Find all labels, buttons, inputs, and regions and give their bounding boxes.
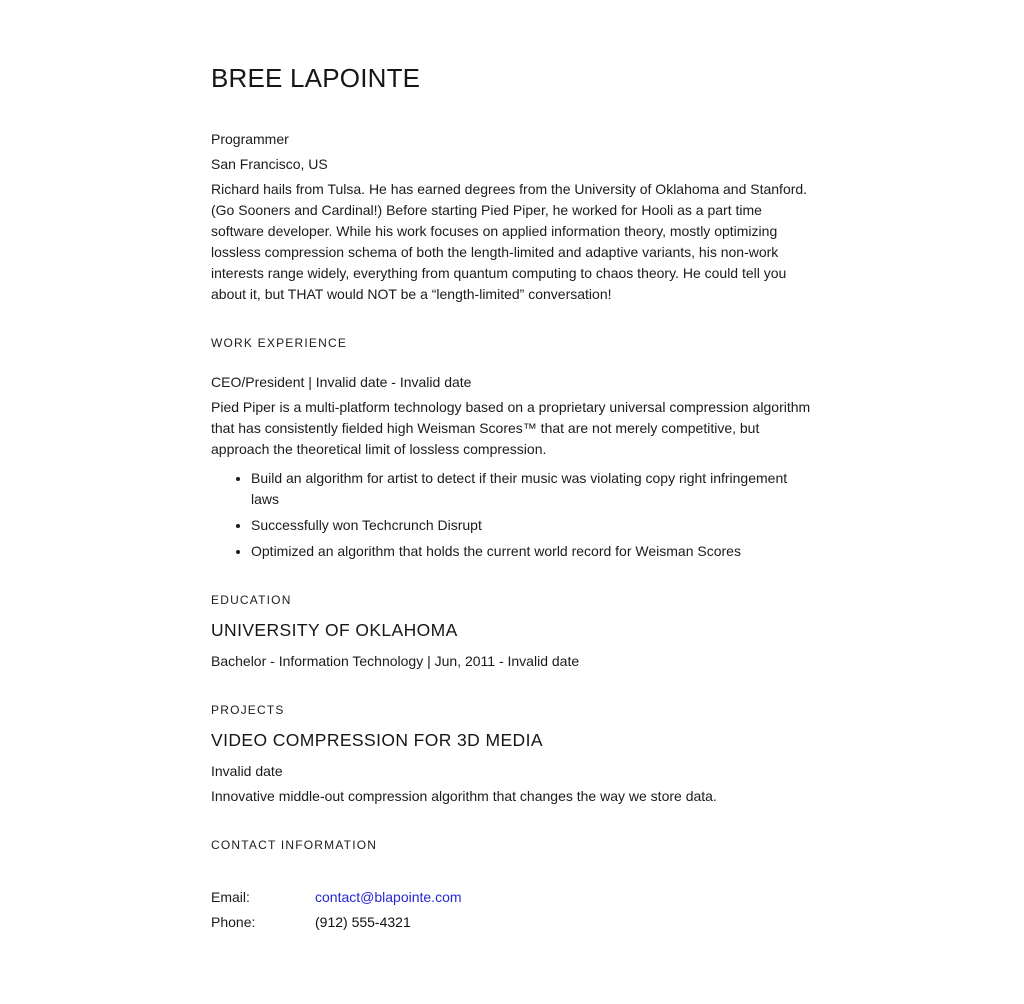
section-header-work-experience: WORK EXPERIENCE bbox=[211, 336, 348, 350]
section-header-contact-information: CONTACT INFORMATION bbox=[211, 838, 378, 852]
phone-value: (912) 555-4321 bbox=[315, 914, 411, 930]
section-header-projects: PROJECTS bbox=[211, 703, 285, 717]
project-description: Innovative middle-out compression algorithm that changes the way we store data. bbox=[211, 788, 717, 804]
work-description: Pied Piper is a multi-platform technology based on a proprietary universal compression algorithm that has consistently fielded high Weisman Scores™ that are not merely competitive, but approach the theoretical limit of lossless compression. bbox=[211, 399, 811, 457]
candidate-name: BREE LAPOINTE bbox=[211, 63, 421, 93]
email-label: Email: bbox=[211, 889, 250, 905]
work-highlight-item: • Build an algorithm for artist to detect if their music was violating copy right infringement laws bbox=[251, 468, 813, 510]
contact-row-phone bbox=[211, 912, 813, 933]
candidate-summary: Richard hails from Tulsa. He has earned degrees from the University of Oklahoma and Stanford. (Go Sooners and Cardinal!) Before starting Pied Piper, he worked for Hooli as a part time software developer. While his work focuses on applied information theory, mostly optimizing lossless compression schema of both the length-limited and adaptive variants, his non-work interests range widely, everything from quantum computing to chaos theory. He could tell you about it, but THAT would NOT be a “length-limited” conversation! bbox=[211, 181, 808, 302]
education-degree-line: Bachelor - Information Technology | Jun, 2011 - Invalid date bbox=[211, 653, 580, 669]
work-highlights-list bbox=[211, 468, 813, 562]
project-title: VIDEO COMPRESSION FOR 3D MEDIA bbox=[211, 730, 543, 750]
contact-rows bbox=[211, 887, 813, 933]
education-school-name: UNIVERSITY OF OKLAHOMA bbox=[211, 620, 458, 640]
resume-content bbox=[211, 63, 813, 937]
work-highlight-item: • Optimized an algorithm that holds the current world record for Weisman Scores bbox=[251, 541, 813, 562]
phone-label: Phone: bbox=[211, 914, 256, 930]
contact-row-email bbox=[211, 887, 813, 908]
project-date: Invalid date bbox=[211, 763, 283, 779]
work-role-line: CEO/President | Invalid date - Invalid date bbox=[211, 374, 472, 390]
candidate-location: San Francisco, US bbox=[211, 156, 328, 172]
section-header-education: EDUCATION bbox=[211, 593, 292, 607]
candidate-role: Programmer bbox=[211, 131, 289, 147]
work-highlight-item: • Successfully won Techcrunch Disrupt bbox=[251, 515, 813, 536]
email-link[interactable]: contact@blapointe.com bbox=[315, 889, 462, 905]
